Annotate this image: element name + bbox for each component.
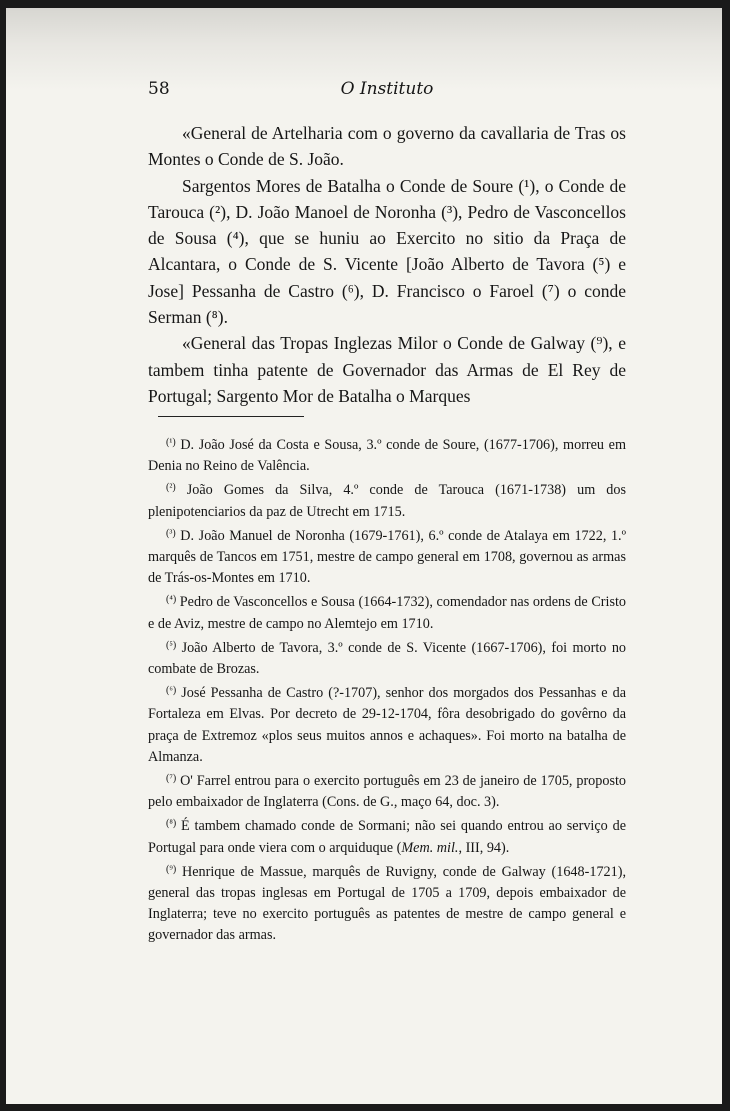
footnote-text: João Gomes da Silva, 4.º conde de Tarouca (1671-1738) um dos plenipotenciarios da paz de Utrecht em 1715. xyxy=(148,482,627,520)
footnote xyxy=(148,859,626,947)
footnote-citation: Mem. mil. xyxy=(401,839,459,856)
footnote xyxy=(148,523,626,590)
footnote xyxy=(148,813,626,858)
running-title: O Instituto xyxy=(340,79,434,99)
page-sheet xyxy=(6,8,722,1104)
footnote-tag: (⁵) xyxy=(166,639,177,651)
footnote-tag: (⁶) xyxy=(166,685,177,697)
footnote-divider xyxy=(158,416,304,417)
footnote-text: João Alberto de Tavora, 3.º conde de S. Vicente (1667-1706), foi morto no combate de Brozas. xyxy=(148,639,627,678)
footnotes xyxy=(148,432,626,947)
footnote-tag: (⁸) xyxy=(166,818,177,830)
footnote-text: Henrique de Massue, marquês de Ruvigny, conde de Galway (1648-1721), general das tropas inglesas em Portugal de 1705 a 1709, depois embaixador de Inglaterra; teve no exercito português as patentes de mestre de campo general e governador das armas. xyxy=(148,863,626,944)
footnote-text: D. João Manuel de Noronha (1679-1761), 6.º conde de Atalaya em 1722, 1.º marquês de Tancos em 1751, mestre de campo general em 1708, governou as armas de Trás-os-Montes em 1710. xyxy=(148,527,627,587)
page-number: 58 xyxy=(148,79,170,99)
footnote-text: José Pessanha de Castro (?-1707), senhor dos morgados dos Pessanhas e da Fortaleza em Elvas. Por decreto de 29-12-1704, fôra desobrigado do govêrno da praça de Extremoz «plos seus muitos annos e achaques». Foi morto na batalha de Almanza. xyxy=(148,685,627,765)
footnote-text: , III, 94). xyxy=(458,839,510,856)
footnote xyxy=(148,432,626,477)
footnote-tag: (²) xyxy=(166,482,176,494)
footnote xyxy=(148,768,626,813)
footnote xyxy=(148,680,626,768)
page-header xyxy=(148,78,626,104)
footnote xyxy=(148,635,626,680)
footnote-text: É tambem chamado conde de Sormani; não sei quando entrou ao serviço de Portugal para onde viera com o arquiduque ( xyxy=(148,818,626,856)
footnote-tag: (¹) xyxy=(166,437,176,448)
footnote-text: O' Farrel entrou para o exercito português em 23 de janeiro de 1705, proposto pelo embaixador de Inglaterra (Cons. de G., maço 64, doc. 3). xyxy=(148,773,627,811)
footnote-tag: (⁷) xyxy=(166,773,177,785)
body-paragraph: «General das Tropas Inglezas Milor o Conde de Galway (⁹), e tambem tinha patente de Governador das Armas de El Rey de Portugal; Sargento Mor de Batalha o Marques xyxy=(148,333,626,406)
footnote xyxy=(148,589,626,634)
footnote-tag: (³) xyxy=(166,527,176,539)
footnote-tag: (⁹) xyxy=(166,863,177,875)
body-text xyxy=(148,120,626,409)
body-paragraph: «General de Artelharia com o governo da cavallaria de Tras os Montes o Conde de S. João. xyxy=(148,123,626,170)
footnote-text: Pedro de Vasconcellos e Sousa (1664-1732), comendador nas ordens de Cristo e de Aviz, mestre de campo no Alemtejo em 1710. xyxy=(148,594,627,632)
footnote xyxy=(148,477,626,522)
body-paragraph: Sargentos Mores de Batalha o Conde de Soure (¹), o Conde de Tarouca (²), D. João Manoel de Noronha (³), Pedro de Vasconcellos de Sousa (⁴), que se huniu ao Exercito no sitio da Praça de Alcantara, o Conde de S. Vicente [João Alberto de Tavora (⁵) e Jose] Pessanha de Castro (⁶), D. Francisco o Faroel (⁷) o conde Serman (⁸). xyxy=(148,175,626,328)
footnote-tag: (⁴) xyxy=(166,594,177,606)
footnote-text: D. João José da Costa e Sousa, 3.º conde de Soure, (1677-1706), morreu em Denia no Reino de Valência. xyxy=(148,437,627,475)
